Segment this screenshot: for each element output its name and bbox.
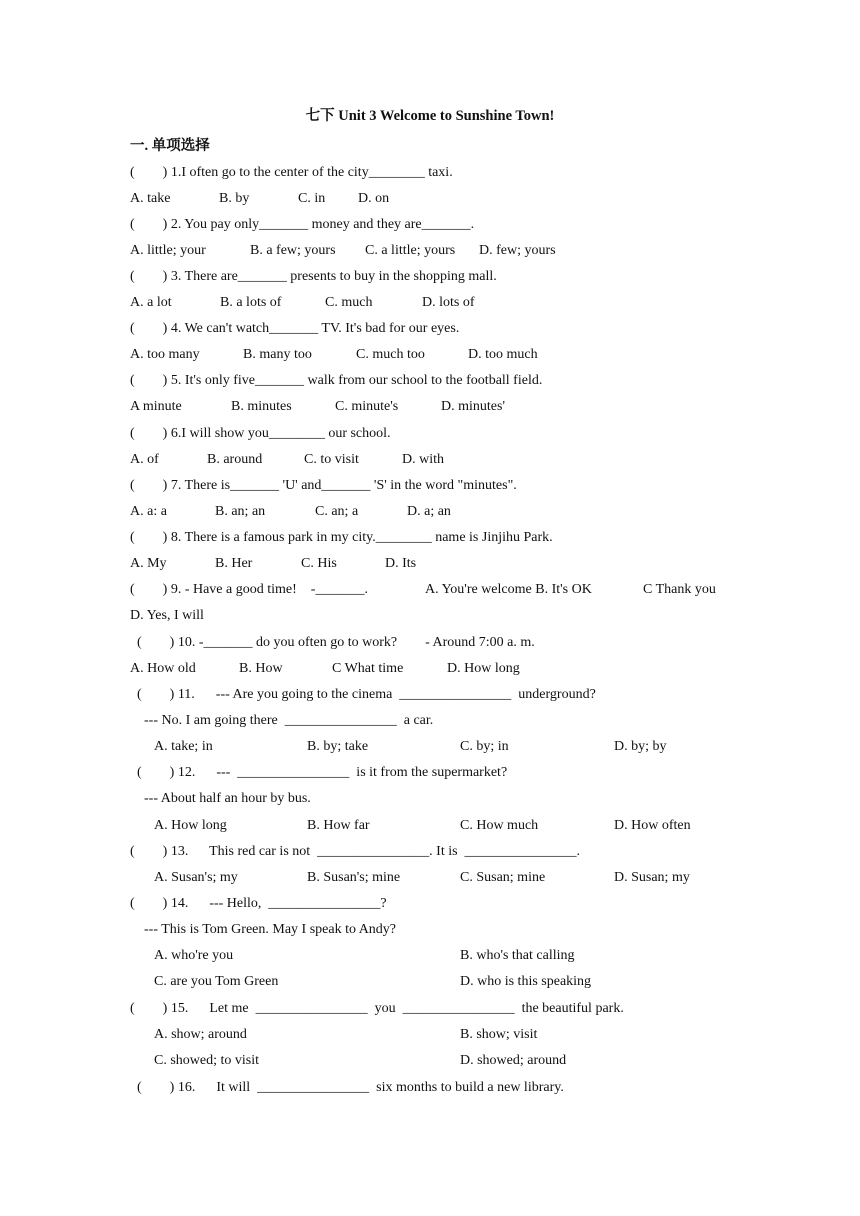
q7-option-a: A. a: a [130,504,167,519]
q4-option-a: A. too many [130,347,200,362]
q1-option-a: A. take [130,191,171,206]
q6-option-d: D. with [402,452,444,467]
q11-option-d: D. by; by [614,739,667,754]
q10-option-c: C What time [332,661,404,676]
q10-option-d: D. How long [447,661,520,676]
q12-option-c: C. How much [460,818,539,833]
q15-option-c: C. showed; to visit [154,1053,260,1068]
q7-option-b: B. an; an [215,504,266,519]
q12-option-d: D. How often [614,818,691,833]
question-12-reply: --- About half an hour by bus. [144,791,311,806]
q9-option-d: D. Yes, I will [130,608,204,623]
q8-option-d: D. Its [385,556,417,571]
q10-option-a: A. How old [130,661,196,676]
question-8-stem: ( ) 8. There is a famous park in my city.________ name is Jinjihu Park. [130,530,553,545]
q4-option-d: D. too much [468,347,538,362]
question-14-reply: --- This is Tom Green. May I speak to Andy? [144,922,397,937]
q12-option-a: A. How long [154,818,227,833]
q14-option-a: A. who're you [154,948,234,963]
q14-option-d: D. who is this speaking [460,974,592,989]
q1-option-b: B. by [219,191,250,206]
q14-option-c: C. are you Tom Green [154,974,279,989]
q12-option-b: B. How far [307,818,370,833]
q7-option-d: D. a; an [407,504,451,519]
question-3-stem: ( ) 3. There are_______ presents to buy in the shopping mall. [130,269,497,284]
question-15-stem: ( ) 15. Let me ________________ you ________________ the beautiful park. [130,1001,624,1016]
question-6-stem: ( ) 6.I will show you________ our school. [130,426,391,441]
q8-option-b: B. Her [215,556,253,571]
question-16-stem: ( ) 16. It will ________________ six months to build a new library. [137,1080,564,1095]
q13-option-b: B. Susan's; mine [307,870,401,885]
q3-option-d: D. lots of [422,295,475,310]
q8-option-c: C. His [301,556,337,571]
q9-option-a-b: A. You're welcome B. It's OK [425,582,592,597]
question-1-stem: ( ) 1.I often go to the center of the city________ taxi. [130,165,453,180]
question-5-stem: ( ) 5. It's only five_______ walk from our school to the football field. [130,373,543,388]
q15-option-a: A. show; around [154,1027,247,1042]
q2-option-a: A. little; your [130,243,206,258]
q13-option-c: C. Susan; mine [460,870,546,885]
q11-option-a: A. take; in [154,739,213,754]
q13-option-a: A. Susan's; my [154,870,238,885]
q6-option-a: A. of [130,452,159,467]
question-13-stem: ( ) 13. This red car is not ________________. It is ________________. [130,844,581,859]
q8-option-a: A. My [130,556,167,571]
question-7-stem: ( ) 7. There is_______ 'U' and_______ 'S' in the word "minutes". [130,478,517,493]
q14-option-b: B. who's that calling [460,948,575,963]
q4-option-c: C. much too [356,347,425,362]
page-title: 七下 Unit 3 Welcome to Sunshine Town! [305,108,555,124]
q5-option-b: B. minutes [231,399,292,414]
q3-option-b: B. a lots of [220,295,282,310]
q5-option-a: A minute [130,399,182,414]
q1-option-d: D. on [358,191,390,206]
q11-option-b: B. by; take [307,739,369,754]
q1-option-c: C. in [298,191,326,206]
q11-option-c: C. by; in [460,739,509,754]
q5-option-d: D. minutes' [441,399,505,414]
question-12-stem: ( ) 12. --- ________________ is it from the supermarket? [137,765,508,780]
question-4-stem: ( ) 4. We can't watch_______ TV. It's bad for our eyes. [130,321,460,336]
q5-option-c: C. minute's [335,399,399,414]
q2-option-c: C. a little; yours [365,243,456,258]
q13-option-d: D. Susan; my [614,870,690,885]
question-11-stem: ( ) 11. --- Are you going to the cinema ________________ underground? [137,687,596,702]
q10-option-b: B. How [239,661,283,676]
q6-option-c: C. to visit [304,452,359,467]
q4-option-b: B. many too [243,347,312,362]
q7-option-c: C. an; a [315,504,359,519]
q3-option-c: C. much [325,295,373,310]
section-heading: 一. 单项选择 [130,138,210,154]
q9-option-c: C Thank you [643,582,716,597]
question-9-stem: ( ) 9. - Have a good time! -_______. [130,582,368,597]
q15-option-d: D. showed; around [460,1053,567,1068]
q3-option-a: A. a lot [130,295,172,310]
q2-option-b: B. a few; yours [250,243,336,258]
q15-option-b: B. show; visit [460,1027,538,1042]
question-2-stem: ( ) 2. You pay only_______ money and they are_______. [130,217,475,232]
question-11-reply: --- No. I am going there ________________ a car. [144,713,434,728]
question-14-stem: ( ) 14. --- Hello, ________________? [130,896,387,911]
q2-option-d: D. few; yours [479,243,556,258]
question-10-stem: ( ) 10. -_______ do you often go to work? - Around 7:00 a. m. [137,635,535,650]
q6-option-b: B. around [207,452,263,467]
